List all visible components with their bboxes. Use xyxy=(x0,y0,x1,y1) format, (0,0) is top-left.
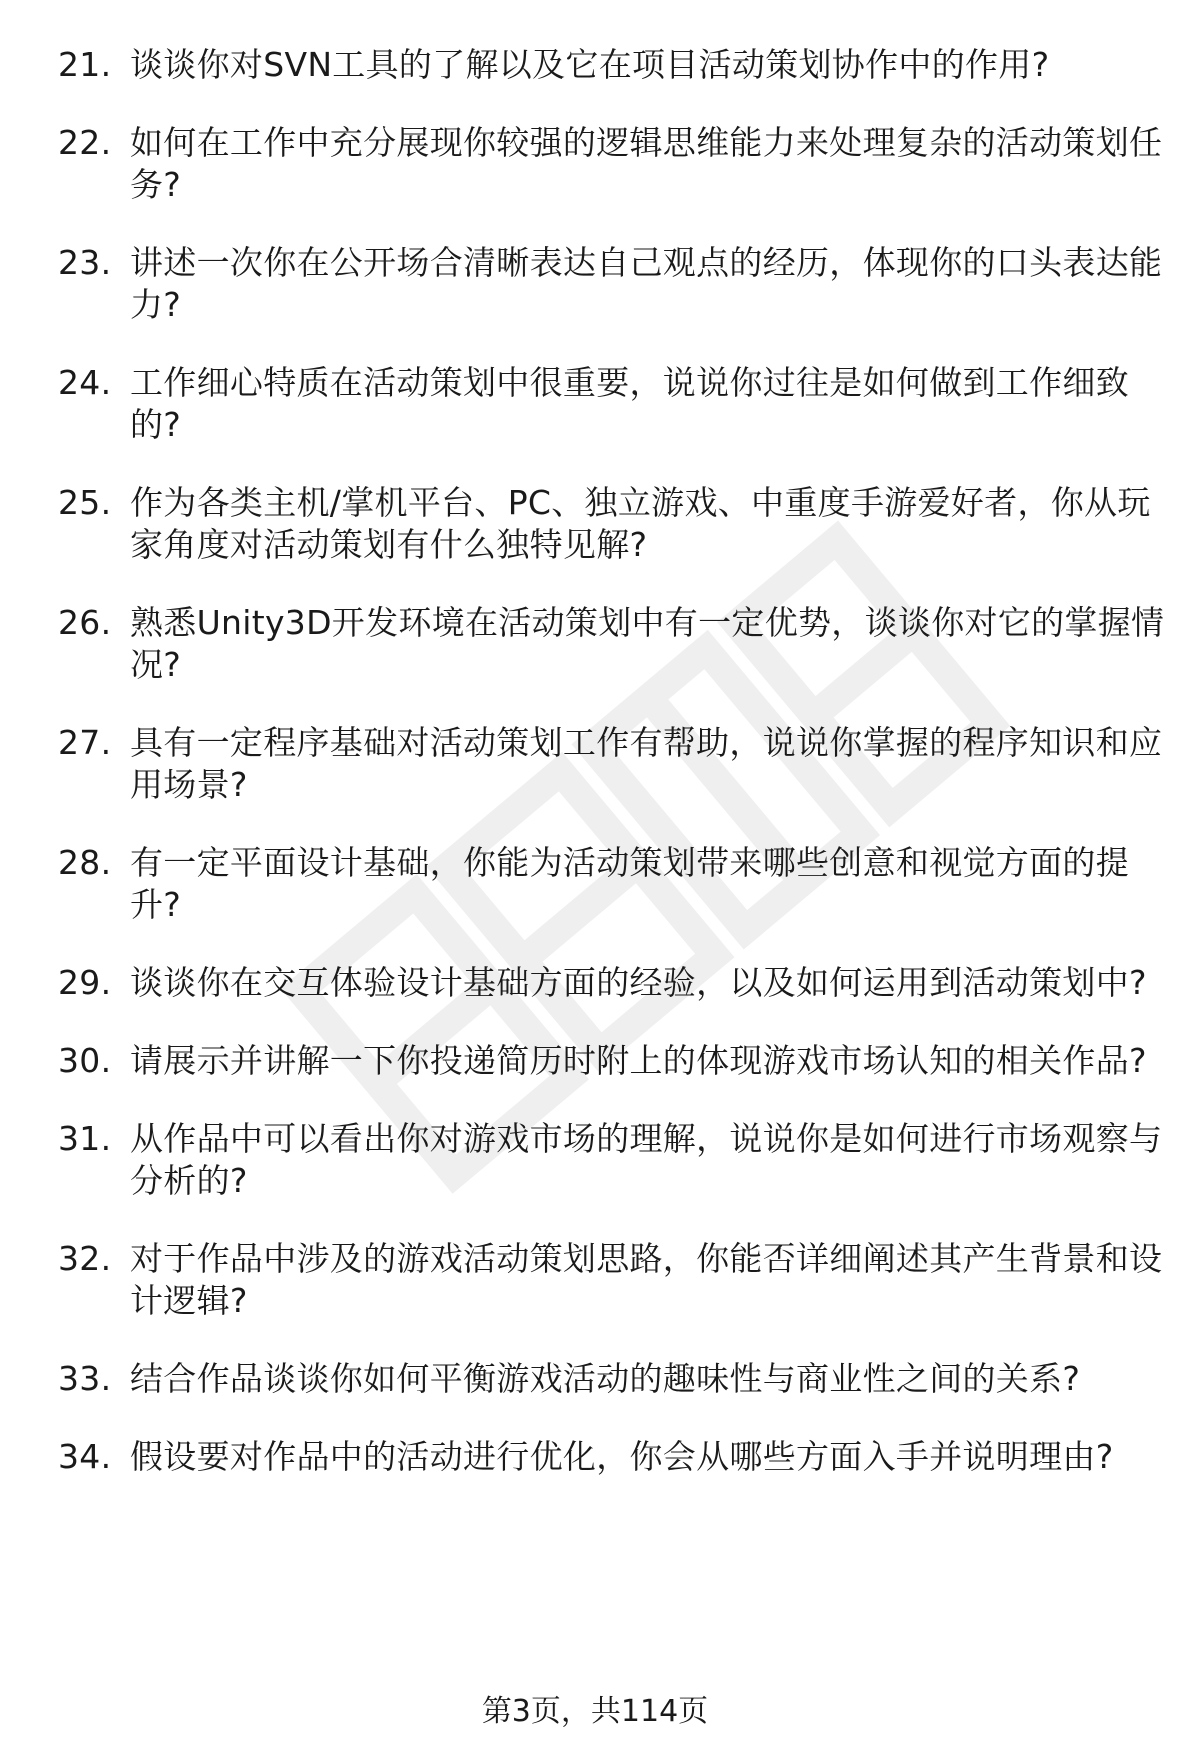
question-item xyxy=(58,482,1168,566)
question-number: 25. xyxy=(58,483,112,522)
question-text: 具有一定程序基础对活动策划工作有帮助，说说你掌握的程序知识和应用场景? xyxy=(130,723,1163,804)
question-item xyxy=(58,1118,1168,1202)
question-text: 谈谈你对SVN工具的了解以及它在项目活动策划协作中的作用? xyxy=(130,45,1050,84)
question-item xyxy=(58,842,1168,926)
question-text: 谈谈你在交互体验设计基础方面的经验，以及如何运用到活动策划中? xyxy=(130,963,1147,1002)
question-list xyxy=(58,44,1168,1514)
page-footer xyxy=(0,1693,1190,1731)
question-item xyxy=(58,1358,1168,1400)
question-item xyxy=(58,1238,1168,1322)
question-number: 26. xyxy=(58,603,112,642)
question-text: 作为各类主机/掌机平台、PC、独立游戏、中重度手游爱好者，你从玩家角度对活动策划有什么独特见解? xyxy=(130,483,1151,564)
question-item xyxy=(58,602,1168,686)
question-text: 假设要对作品中的活动进行优化，你会从哪些方面入手并说明理由? xyxy=(130,1437,1114,1476)
question-number: 27. xyxy=(58,723,112,762)
question-number: 31. xyxy=(58,1119,112,1158)
question-text: 请展示并讲解一下你投递简历时附上的体现游戏市场认知的相关作品? xyxy=(130,1041,1147,1080)
question-number: 30. xyxy=(58,1041,112,1080)
question-item xyxy=(58,242,1168,326)
question-text: 如何在工作中充分展现你较强的逻辑思维能力来处理复杂的活动策划任务? xyxy=(130,123,1163,204)
question-item xyxy=(58,722,1168,806)
question-item xyxy=(58,362,1168,446)
question-item xyxy=(58,1040,1168,1082)
question-number: 21. xyxy=(58,45,112,84)
question-text: 讲述一次你在公开场合清晰表达自己观点的经历，体现你的口头表达能力? xyxy=(130,243,1163,324)
question-number: 29. xyxy=(58,963,112,1002)
question-text: 熟悉Unity3D开发环境在活动策划中有一定优势，谈谈你对它的掌握情况? xyxy=(130,603,1165,684)
question-text: 工作细心特质在活动策划中很重要，说说你过往是如何做到工作细致的? xyxy=(130,363,1129,444)
question-item xyxy=(58,1436,1168,1478)
question-number: 24. xyxy=(58,363,112,402)
question-number: 33. xyxy=(58,1359,112,1398)
question-item xyxy=(58,962,1168,1004)
page-number-label: 第3页，共114页 xyxy=(481,1694,709,1729)
question-number: 28. xyxy=(58,843,112,882)
question-text: 从作品中可以看出你对游戏市场的理解，说说你是如何进行市场观察与分析的? xyxy=(130,1119,1163,1200)
question-item xyxy=(58,122,1168,206)
question-text: 结合作品谈谈你如何平衡游戏活动的趣味性与商业性之间的关系? xyxy=(130,1359,1081,1398)
question-item xyxy=(58,44,1168,86)
question-text: 对于作品中涉及的游戏活动策划思路，你能否详细阐述其产生背景和设计逻辑? xyxy=(130,1239,1163,1320)
question-number: 22. xyxy=(58,123,112,162)
question-number: 23. xyxy=(58,243,112,282)
question-text: 有一定平面设计基础，你能为活动策划带来哪些创意和视觉方面的提升? xyxy=(130,843,1129,924)
question-number: 34. xyxy=(58,1437,112,1476)
question-number: 32. xyxy=(58,1239,112,1278)
